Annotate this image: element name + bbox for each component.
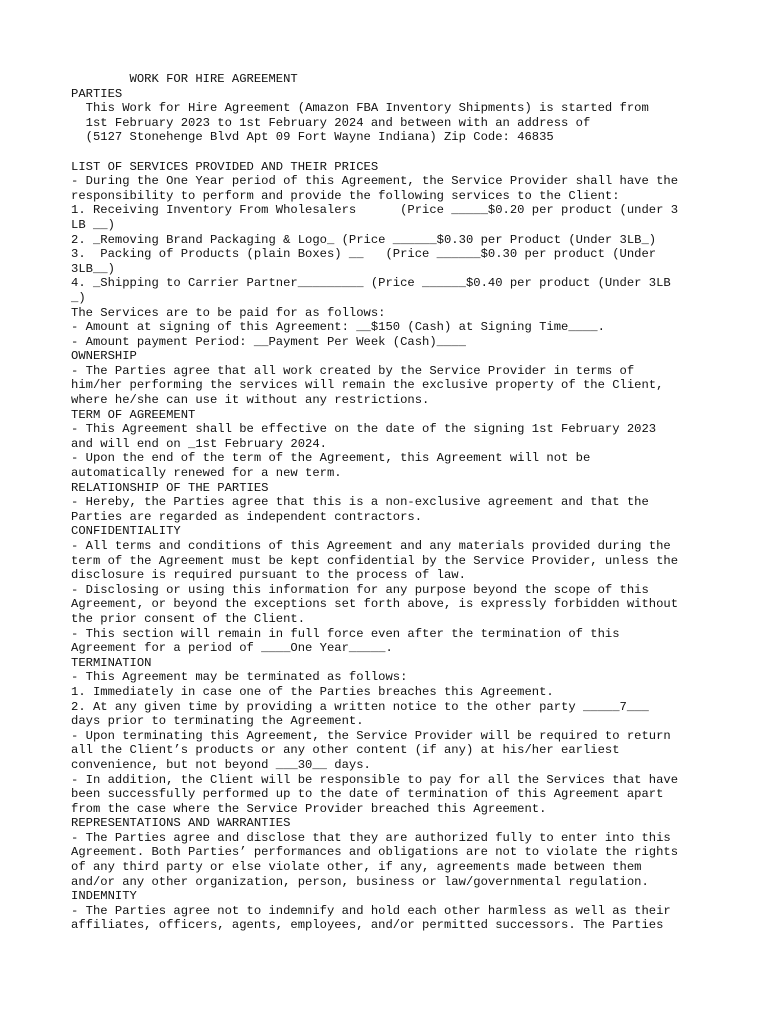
- document-line: (5127 Stonehenge Blvd Apt 09 Fort Wayne Indiana) Zip Code: 46835: [71, 130, 554, 145]
- section-heading: TERM OF AGREEMENT: [71, 407, 196, 422]
- document-line: and/or any other organization, person, business or law/governmental regulation.: [71, 874, 649, 889]
- section-heading: CONFIDENTIALITY: [71, 524, 181, 539]
- document-line: Agreement, or beyond the exceptions set forth above, is expressly forbidden without: [71, 597, 679, 612]
- document-body: [71, 72, 711, 933]
- section-heading: PARTIES: [71, 86, 123, 101]
- document-line: automatically renewed for a new term.: [71, 466, 342, 481]
- document-line: Parties are regarded as independent contractors.: [71, 509, 423, 524]
- document-line: of any third party or else violate other, if any, agreements made between them: [71, 860, 642, 875]
- document-line: - During the One Year period of this Agreement, the Service Provider shall have the: [71, 174, 679, 189]
- document-line: This Work for Hire Agreement (Amazon FBA Inventory Shipments) is started from: [71, 101, 649, 116]
- document-line: 4. _Shipping to Carrier Partner_________ (Price ______$0.40 per product (Under 3LB: [71, 276, 671, 291]
- document-line: _): [71, 290, 86, 305]
- document-line: 1st February 2023 to 1st February 2024 and between with an address of: [71, 115, 591, 130]
- document-line: 1. Receiving Inventory From Wholesalers (Price _____$0.20 per product (under 3: [71, 203, 679, 218]
- document-line: where he/she can use it without any restrictions.: [71, 393, 430, 408]
- document-line: - Amount payment Period: __Payment Per Week (Cash)____: [71, 334, 466, 349]
- document-line: term of the Agreement must be kept confidential by the Service Provider, unless the: [71, 553, 679, 568]
- document-title: WORK FOR HIRE AGREEMENT: [71, 72, 298, 86]
- document-line: [71, 145, 711, 160]
- document-line: 1. Immediately in case one of the Parties breaches this Agreement.: [71, 684, 554, 699]
- section-heading: TERMINATION: [71, 655, 152, 670]
- document-line: - Hereby, the Parties agree that this is a non-exclusive agreement and that the: [71, 495, 649, 510]
- document-line: affiliates, officers, agents, employees, and/or permitted successors. The Parties: [71, 918, 664, 933]
- document-line: 2. _Removing Brand Packaging & Logo_ (Price ______$0.30 per Product (Under 3LB_): [71, 232, 657, 247]
- document-line: 3. Packing of Products (plain Boxes) __ (Price ______$0.30 per product (Under: [71, 247, 657, 262]
- section-heading: LIST OF SERVICES PROVIDED AND THEIR PRICES: [71, 159, 379, 174]
- section-heading: INDEMNITY: [71, 889, 137, 904]
- document-line: - In addition, the Client will be responsible to pay for all the Services that have: [71, 772, 679, 787]
- section-heading: REPRESENTATIONS AND WARRANTIES: [71, 816, 291, 831]
- document-line: convenience, but not beyond ___30__ days.: [71, 757, 371, 772]
- document-line: - This Agreement shall be effective on the date of the signing 1st February 2023: [71, 422, 657, 437]
- document-line: disclosure is required pursuant to the process of law.: [71, 568, 466, 583]
- document-line: the prior consent of the Client.: [71, 611, 306, 626]
- document-line: - Upon terminating this Agreement, the Service Provider will be required to return: [71, 728, 671, 743]
- document-line: 2. At any given time by providing a written notice to the other party _____7___: [71, 699, 649, 714]
- document-line: and will end on _1st February 2024.: [71, 436, 327, 451]
- document-line: days prior to terminating the Agreement.: [71, 714, 364, 729]
- document-line: - Amount at signing of this Agreement: __$150 (Cash) at Signing Time____.: [71, 320, 605, 335]
- section-heading: RELATIONSHIP OF THE PARTIES: [71, 480, 269, 495]
- document-line: from the case where the Service Provider breached this Agreement.: [71, 801, 547, 816]
- document-line: Agreement for a period of ____One Year_____.: [71, 641, 393, 656]
- document-line: Agreement. Both Parties’ performances and obligations are not to violate the rights: [71, 845, 679, 860]
- document-line: - The Parties agree that all work created by the Service Provider in terms of: [71, 363, 635, 378]
- document-line: - Disclosing or using this information for any purpose beyond the scope of this: [71, 582, 649, 597]
- document-line: LB __): [71, 217, 115, 232]
- document-line: been successfully performed up to the date of termination of this Agreement apart: [71, 787, 664, 802]
- document-line: - The Parties agree not to indemnify and hold each other harmless as well as their: [71, 903, 671, 918]
- document-line: responsibility to perform and provide the following services to the Client:: [71, 188, 620, 203]
- document-line: - Upon the end of the term of the Agreement, this Agreement will not be: [71, 451, 591, 466]
- document-line: - All terms and conditions of this Agreement and any materials provided during the: [71, 539, 671, 553]
- document-line: him/her performing the services will remain the exclusive property of the Client,: [71, 378, 664, 393]
- document-line: - The Parties agree and disclose that they are authorized fully to enter into this: [71, 830, 671, 845]
- document-line: The Services are to be paid for as follows:: [71, 305, 386, 320]
- document-line: - This Agreement may be terminated as follows:: [71, 670, 408, 685]
- document-line: - This section will remain in full force even after the termination of this: [71, 626, 620, 641]
- section-heading: OWNERSHIP: [71, 349, 137, 364]
- document-line: all the Client’s products or any other content (if any) at his/her earliest: [71, 743, 620, 758]
- document-line: 3LB__): [71, 261, 115, 276]
